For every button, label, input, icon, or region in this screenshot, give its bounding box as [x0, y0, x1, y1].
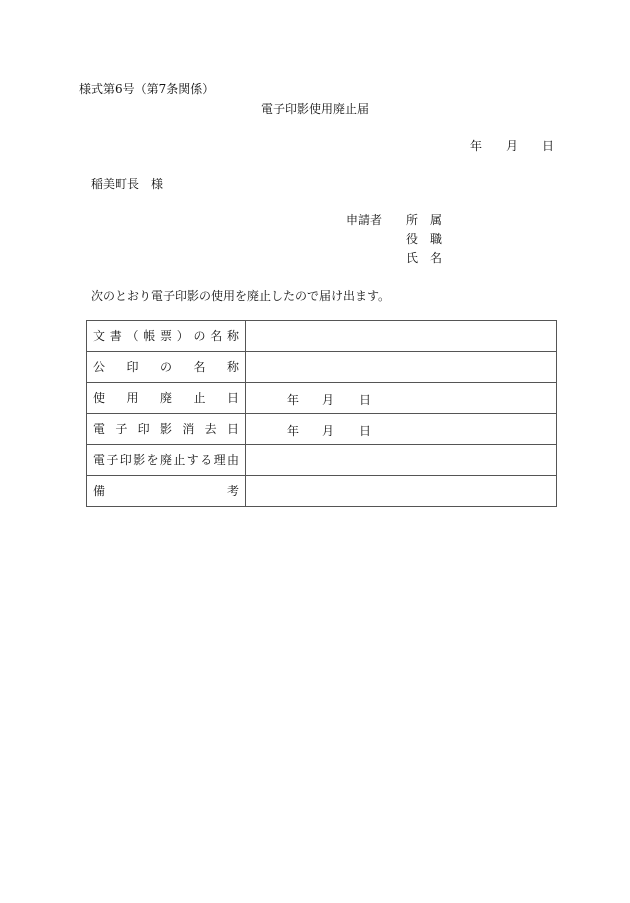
row-label — [87, 383, 246, 414]
table-row — [87, 352, 557, 383]
row-label — [87, 321, 246, 352]
row-value-field[interactable] — [246, 321, 557, 352]
value-day: 日 — [359, 393, 372, 407]
row-label-text: 公印の名称 — [93, 360, 239, 374]
form-table — [86, 320, 557, 507]
document-title: 電子印影使用廃止届 — [260, 102, 369, 116]
table-row — [87, 445, 557, 476]
row-label-text: 電子印影を廃止する理由 — [93, 453, 239, 467]
applicant-affiliation — [406, 211, 454, 228]
row-value-field[interactable] — [246, 383, 557, 414]
table-row — [87, 383, 557, 414]
row-value-field[interactable] — [246, 445, 557, 476]
row-label — [87, 352, 246, 383]
value-year: 年 — [287, 393, 300, 407]
row-label — [87, 476, 246, 507]
form-number: 様式第6号（第7条関係） — [79, 82, 215, 96]
row-label-text: 文書（帳票）の名称 — [93, 329, 239, 343]
addressee: 稲美町長 様 — [91, 177, 164, 191]
applicant-name — [406, 249, 454, 266]
table-row — [87, 321, 557, 352]
affiliation-char-2: 属 — [430, 213, 443, 227]
table-row — [87, 476, 557, 507]
row-value-field[interactable] — [246, 476, 557, 507]
row-label — [87, 445, 246, 476]
applicant-position — [406, 230, 454, 247]
name-char-2: 名 — [430, 251, 443, 265]
applicant-label: 申請者 — [346, 213, 383, 227]
date-month: 月 — [506, 139, 519, 153]
row-label-text: 使用廃止日 — [93, 391, 239, 405]
position-char-2: 職 — [430, 232, 443, 246]
affiliation-char-1: 所 — [406, 213, 419, 227]
row-value-field[interactable] — [246, 352, 557, 383]
date-day: 日 — [542, 139, 555, 153]
value-year: 年 — [287, 424, 300, 438]
value-month: 月 — [322, 424, 335, 438]
value-day: 日 — [359, 424, 372, 438]
name-char-1: 氏 — [406, 251, 419, 265]
table-row — [87, 414, 557, 445]
row-label-text: 備考 — [93, 484, 239, 498]
row-value-field[interactable] — [246, 414, 557, 445]
position-char-1: 役 — [406, 232, 419, 246]
row-label — [87, 414, 246, 445]
body-text: 次のとおり電子印影の使用を廃止したので届け出ます。 — [91, 289, 391, 303]
row-label-text: 電子印影消去日 — [93, 422, 239, 436]
date-year: 年 — [470, 139, 483, 153]
value-month: 月 — [322, 393, 335, 407]
